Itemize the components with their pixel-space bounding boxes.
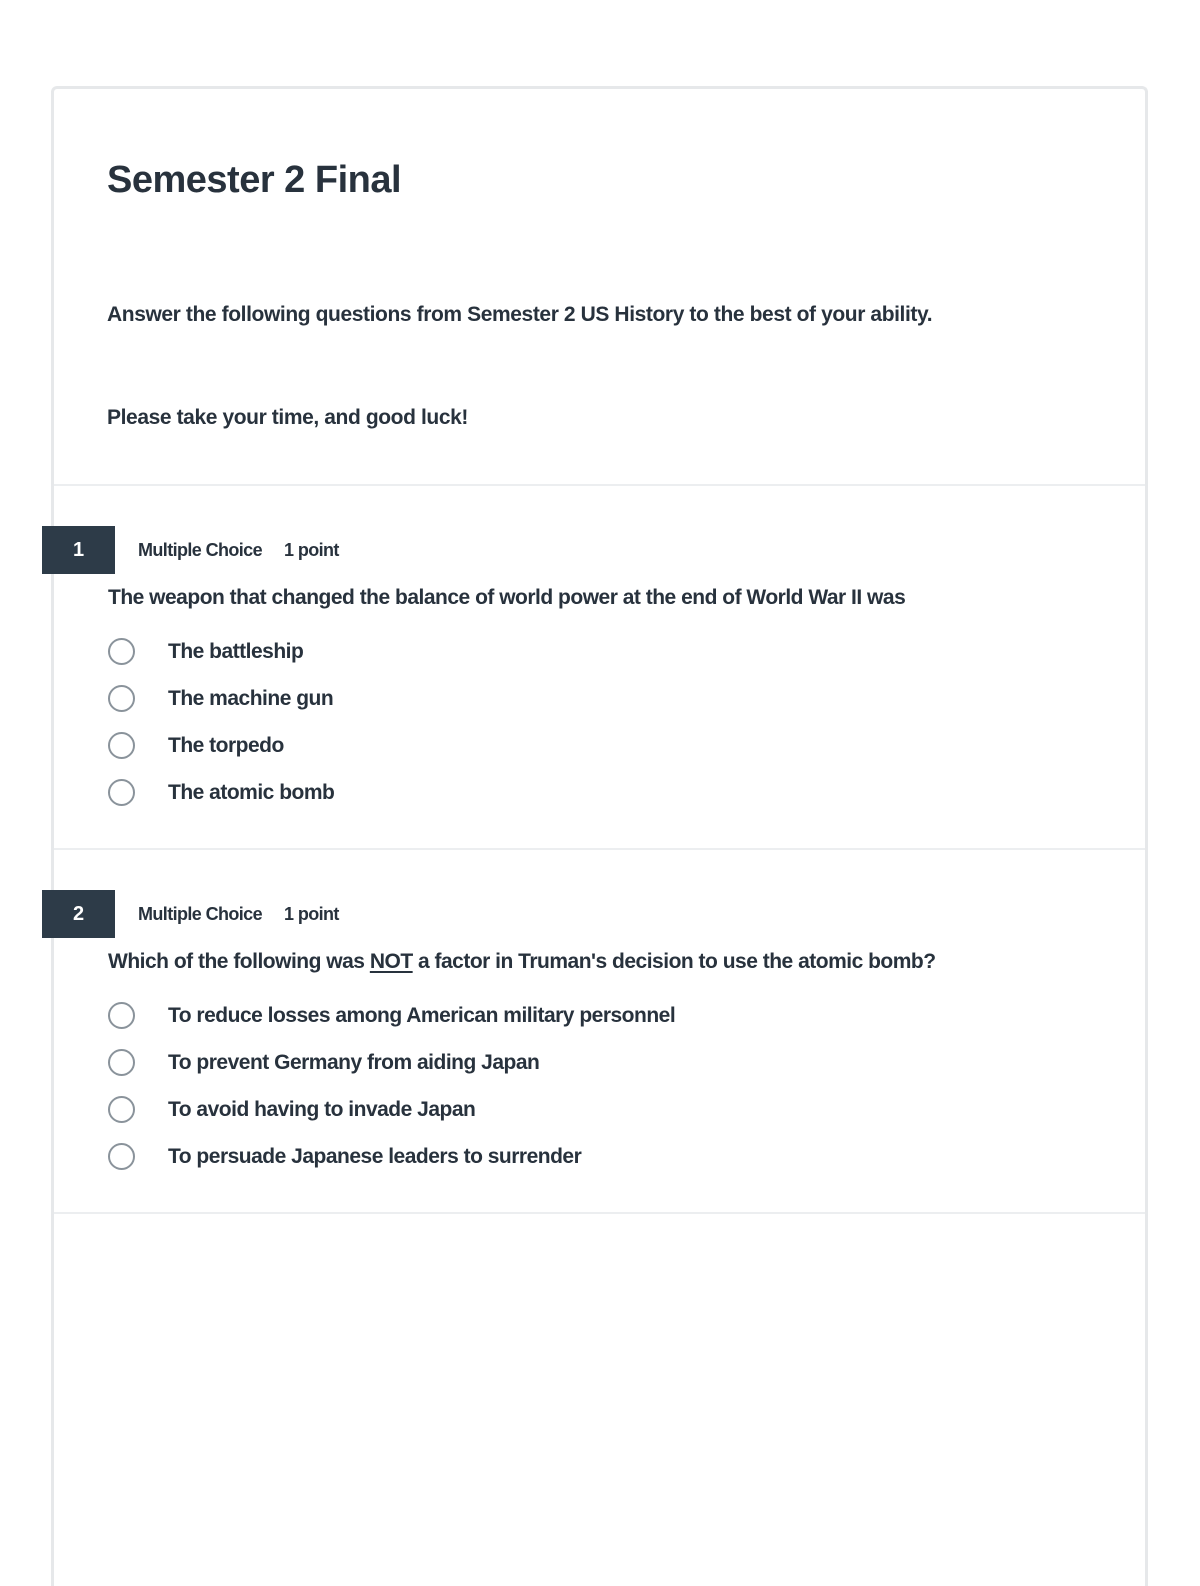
answer-option-label: To reduce losses among American military personnel (168, 1003, 676, 1027)
answer-option[interactable] (108, 722, 334, 769)
answer-option[interactable] (108, 992, 675, 1039)
question-meta (138, 540, 339, 561)
question-points: 1 point (284, 904, 339, 924)
question-number-badge: 2 (42, 890, 115, 938)
radio-button[interactable] (108, 638, 135, 665)
answer-option-label: To avoid having to invade Japan (168, 1097, 476, 1121)
answer-option[interactable] (108, 675, 334, 722)
question-1 (54, 486, 1145, 850)
question-2 (54, 850, 1145, 1214)
radio-button[interactable] (108, 685, 135, 712)
question-points: 1 point (284, 540, 339, 560)
radio-button[interactable] (108, 779, 135, 806)
answer-option[interactable] (108, 628, 334, 675)
radio-button[interactable] (108, 1143, 135, 1170)
radio-button[interactable] (108, 1049, 135, 1076)
answer-option-label: To persuade Japanese leaders to surrender (168, 1144, 582, 1168)
answer-option[interactable] (108, 1086, 675, 1133)
answer-option-label: The machine gun (168, 686, 334, 710)
question-text: The weapon that changed the balance of world power at the end of World War II was (108, 586, 906, 609)
radio-button[interactable] (108, 1096, 135, 1123)
radio-button[interactable] (108, 732, 135, 759)
question-meta (138, 904, 339, 925)
quiz-intro (54, 89, 1145, 486)
answer-option-label: The battleship (168, 639, 304, 663)
answer-option-label: To prevent Germany from aiding Japan (168, 1050, 540, 1074)
question-text (108, 950, 936, 974)
question-number-badge: 1 (42, 526, 115, 574)
answer-options (108, 628, 334, 816)
answer-option[interactable] (108, 769, 334, 816)
answer-option-label: The atomic bomb (168, 780, 335, 804)
answer-options (108, 992, 675, 1180)
question-type: Multiple Choice (138, 904, 263, 924)
question-text-start: Which of the following was (108, 950, 370, 973)
quiz-instructions: Please take your time, and good luck! (107, 406, 468, 429)
answer-option[interactable] (108, 1039, 675, 1086)
question-text-emphasis: NOT (369, 950, 413, 973)
answer-option[interactable] (108, 1133, 675, 1180)
quiz-card (51, 86, 1148, 1586)
quiz-description: Answer the following questions from Semester 2 US History to the best of your ability. (107, 303, 933, 326)
question-text-end: a factor in Truman's decision to use the atomic bomb? (412, 950, 936, 973)
answer-option-label: The torpedo (168, 733, 284, 757)
question-type: Multiple Choice (138, 540, 263, 560)
quiz-title: Semester 2 Final (107, 159, 402, 201)
radio-button[interactable] (108, 1002, 135, 1029)
